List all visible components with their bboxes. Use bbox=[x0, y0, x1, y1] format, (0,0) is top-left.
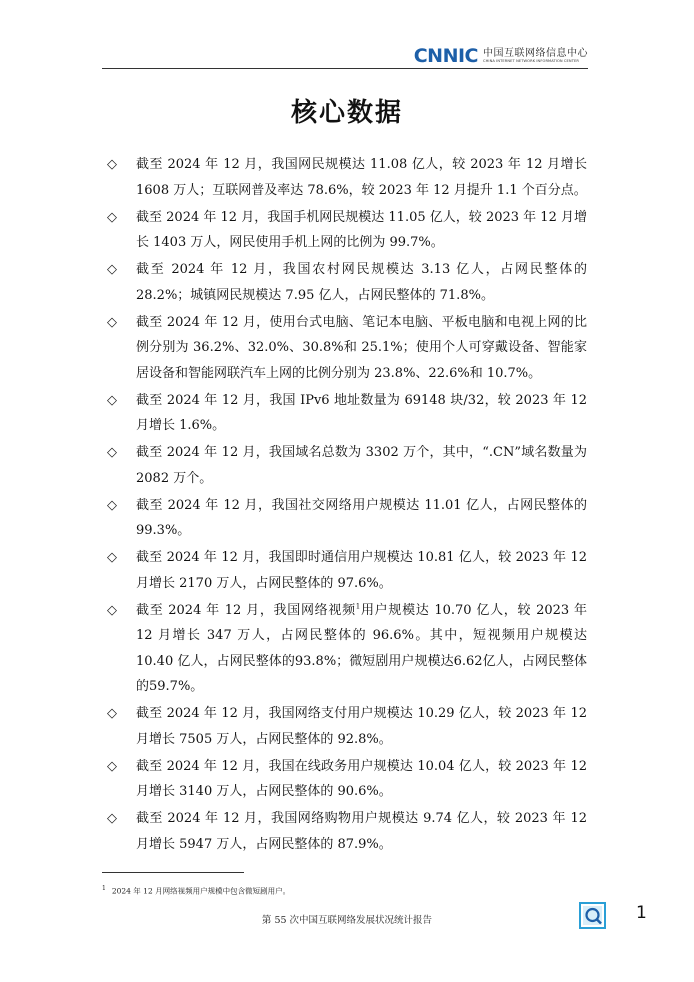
diamond-bullet-icon: ◇ bbox=[107, 314, 117, 330]
list-item-text: 截至 2024 年 12 月，我国在线政务用户规模达 10.04 亿人，较 2023 年 12 月增长 3140 万人，占网民整体的 90.6%。 bbox=[136, 758, 587, 799]
footnote bbox=[102, 885, 290, 897]
list-item bbox=[107, 806, 587, 857]
list-item-text: 截至 2024 年 12 月，我国 IPv6 地址数量为 69148 块/32，较 2023 年 12 月增长 1.6%。 bbox=[136, 392, 587, 433]
list-item bbox=[107, 257, 587, 308]
list-item bbox=[107, 701, 587, 752]
list-item-text: 截至 2024 年 12 月，我国网络购物用户规模达 9.74 亿人，较 2023 年 12 月增长 5947 万人，占网民整体的 87.9%。 bbox=[136, 811, 587, 852]
diamond-bullet-icon: ◇ bbox=[107, 392, 117, 408]
diamond-bullet-icon: ◇ bbox=[107, 445, 117, 460]
list-item-text: 截至 2024 年 12 月，我国社交网络用户规模达 11.01 亿人，占网民整体的 99.3%。 bbox=[136, 497, 587, 538]
list-item bbox=[107, 388, 587, 439]
key-data-list bbox=[107, 152, 587, 859]
list-item-text: 用户规模达 10.70 亿人，较 2023 年 12 月增长 347 万人，占网民整体的 96.6%。其中，短视频用户规模达 10.40 亿人，占网民整体的93.8%；微短剧用户规模达6.62亿人，占网民整体的59.7%。 bbox=[136, 602, 587, 694]
logo-text bbox=[483, 49, 588, 64]
list-item-text: 截至 2024 年 12 月，我国手机网民规模达 11.05 亿人，较 2023 年 12 月增长 1403 万人，网民使用手机上网的比例为 99.7%。 bbox=[136, 209, 587, 250]
diamond-bullet-icon: ◇ bbox=[107, 209, 117, 225]
diamond-bullet-icon: ◇ bbox=[107, 497, 117, 513]
page-number: 1 bbox=[636, 903, 647, 923]
cnnic-logo bbox=[414, 46, 588, 66]
diamond-bullet-icon: ◇ bbox=[107, 758, 117, 774]
footnote-reference[interactable]: 1 bbox=[355, 602, 361, 611]
list-item-text: 截至 2024 年 12 月，我国网络视频 bbox=[136, 602, 356, 618]
list-item bbox=[107, 754, 587, 805]
footnote-text: 2024 年 12 月网络视频用户规模中包含微短剧用户。 bbox=[111, 886, 291, 896]
page-header bbox=[102, 44, 588, 69]
page-footer-title: 第 55 次中国互联网络发展状况统计报告 bbox=[261, 915, 433, 926]
logo-mark: CNNIC bbox=[413, 45, 478, 67]
footnote-divider bbox=[102, 872, 244, 873]
logo-chinese-name: 中国互联网络信息中心 bbox=[483, 47, 588, 59]
diamond-bullet-icon: ◇ bbox=[107, 602, 117, 618]
list-item-text: 截至 2024 年 12 月，我国网络支付用户规模达 10.29 亿人，较 2023 年 12 月增长 7505 万人，占网民整体的 92.8%。 bbox=[136, 706, 587, 747]
list-item bbox=[107, 205, 587, 256]
list-item-text: 截至 2024 年 12 月，我国农村网民规模达 3.13 亿人，占网民整体的 28.2%；城镇网民规模达 7.95 亿人，占网民整体的 71.8%。 bbox=[136, 262, 587, 303]
list-item bbox=[107, 310, 587, 387]
logo-english-name: CHINA INTERNET NETWORK INFORMATION CENTER bbox=[483, 58, 579, 63]
list-item-text: 截至 2024 年 12 月，我国网民规模达 11.08 亿人，较 2023 年 12 月增长 1608 万人；互联网普及率达 78.6%，较 2023 年 12 月提升 1.1 个百分点。 bbox=[136, 157, 587, 198]
diamond-bullet-icon: ◇ bbox=[107, 157, 117, 172]
list-item-text: 截至 2024 年 12 月，我国域名总数为 3302 万个，其中，“.CN”域名数量为 2082 万个。 bbox=[136, 445, 587, 486]
list-item bbox=[107, 440, 587, 491]
diamond-bullet-icon: ◇ bbox=[107, 706, 117, 721]
list-item bbox=[107, 493, 587, 544]
page-title: 核心数据 bbox=[290, 98, 403, 128]
diamond-bullet-icon: ◇ bbox=[107, 550, 117, 565]
list-item-video bbox=[107, 598, 587, 700]
footnote-mark: 1 bbox=[102, 885, 106, 892]
diamond-bullet-icon: ◇ bbox=[107, 811, 117, 826]
diamond-bullet-icon: ◇ bbox=[107, 262, 117, 277]
list-item-text: 截至 2024 年 12 月，我国即时通信用户规模达 10.81 亿人，较 2023 年 12 月增长 2170 万人，占网民整体的 97.6%。 bbox=[136, 550, 587, 591]
list-item bbox=[107, 152, 587, 203]
list-item bbox=[107, 545, 587, 596]
cnnic-report-icon bbox=[579, 902, 606, 929]
list-item-text: 截至 2024 年 12 月，使用台式电脑、笔记本电脑、平板电脑和电视上网的比例分别为 36.2%、32.0%、30.8%和 25.1%；使用个人可穿戴设备、智能家居设备和智能网联汽车上网的比例分别为 23.8%、22.6%和 10.7%。 bbox=[136, 314, 587, 381]
